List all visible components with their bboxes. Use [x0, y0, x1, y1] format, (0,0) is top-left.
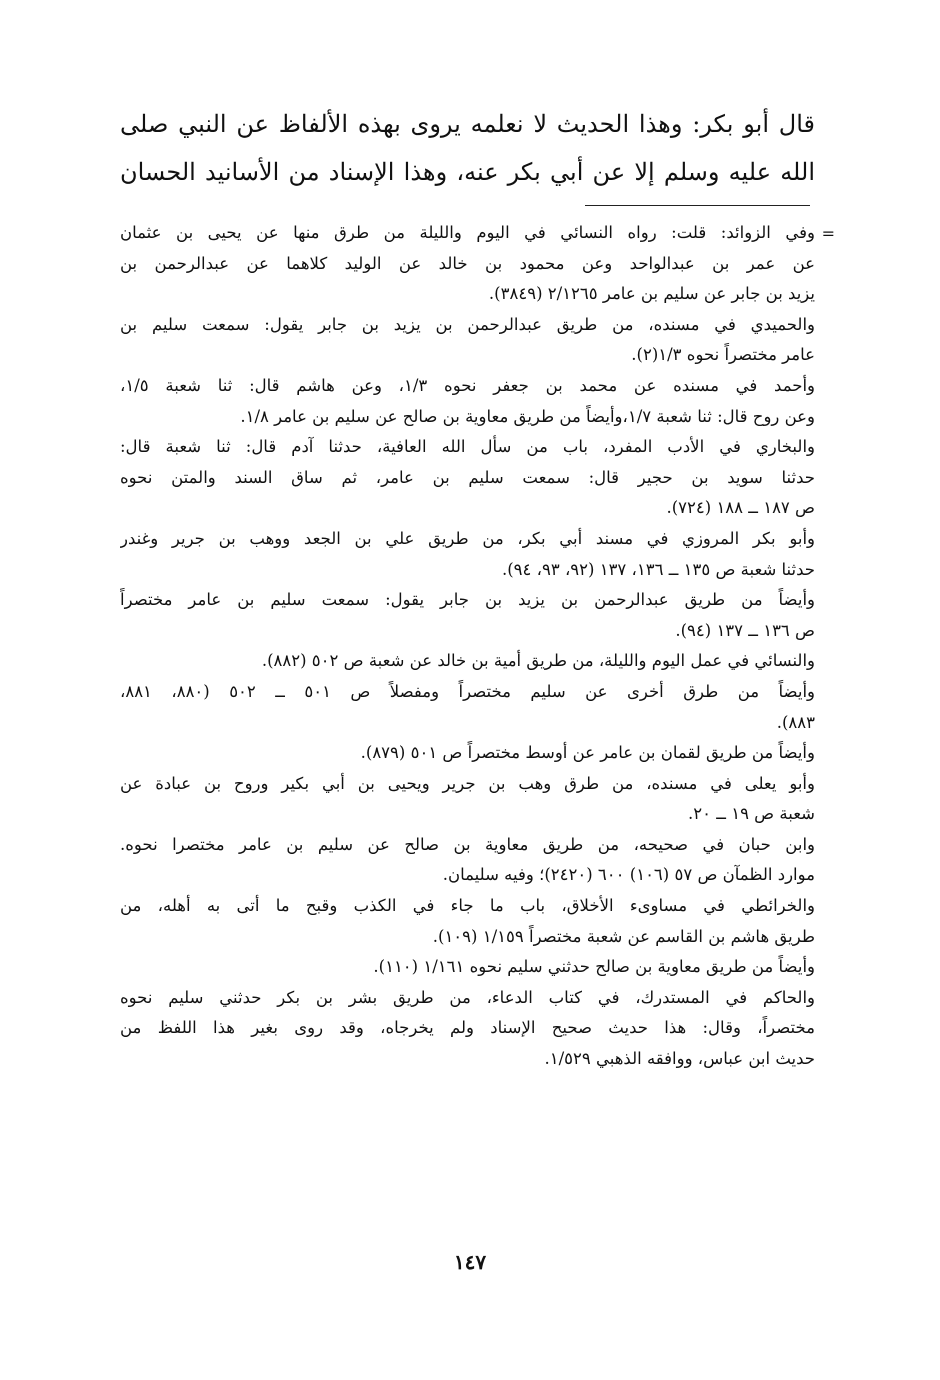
- main-text-line: الله عليه وسلم إلا عن أبي بكر عنه، وهذا الإسناد من الأسانيد الحسان: [120, 158, 815, 186]
- footnote-line: وأيضاً من طريق لقمان بن عامر عن أوسط مختصراً ص ٥٠١ (٨٧٩).: [360, 743, 815, 763]
- footnote-line: طريق هاشم بن القاسم عن شعبة مختصراً ١/١٥٩ (١٠٩).: [432, 926, 815, 946]
- footnote-paragraph: [120, 983, 815, 1075]
- main-text-block: [120, 100, 815, 196]
- footnote-line: عامر مختصراً نحوه ١/٣(٢).: [631, 345, 815, 365]
- footnote-line: والخرائطي في مساوىء الأخلاق، باب ما جاء في الكذب وقبح ما أتى به أهله، من: [120, 896, 815, 916]
- footnote-paragraph: [120, 310, 815, 371]
- footnote-paragraph: [120, 585, 815, 646]
- footnote-paragraph: [120, 432, 815, 524]
- footnote-line: والنسائي في عمل اليوم والليلة، من طريق أمية بن خالد عن شعبة ص ٥٠٢ (٨٨٢).: [261, 651, 815, 671]
- footnote-paragraph: [120, 769, 815, 830]
- footnote-line: شعبة ص ١٩ ــ ٢٠.: [688, 804, 815, 824]
- footnote-line: وأيضاً من طرق أخرى عن سليم مختصراً ومفصلاً ص ٥٠١ ــ ٥٠٢ (٨٨٠، ٨٨١،: [120, 681, 815, 701]
- footnote-paragraph: [120, 738, 815, 769]
- footnote-line: ٨٨٣).: [776, 712, 815, 732]
- footnote-paragraph: [120, 830, 815, 891]
- footnote-paragraph: [120, 952, 815, 983]
- footnote-line: وأيضاً من طريق معاوية بن صالح حدثني سليم نحوه ١/١٦١ (١١٠).: [373, 957, 815, 977]
- footnote-paragraph: [120, 371, 815, 432]
- footnote-line: وأبو بكر المروزي في مسند أبي بكر، من طريق علي بن الجعد ووهب بن جرير وغندر: [120, 528, 815, 548]
- footnote-paragraph: [120, 524, 815, 585]
- footnote-paragraph: [120, 218, 815, 310]
- footnotes-block: [120, 218, 815, 1075]
- footnote-separator: [585, 205, 810, 206]
- footnote-line: موارد الظمآن ص ٥٧ (١٠٦) ٦٠٠ (٢٤٢٠)؛ وفيه سليمان.: [442, 865, 815, 885]
- main-text-line: قال أبو بكر: وهذا الحديث لا نعلمه يروى بهذه الألفاظ عن النبي صلى: [120, 110, 815, 138]
- footnote-line: حدثنا سويد بن حجير قال: سمعت سليم بن عامر، ثم ساق السند والمتن نحوه: [120, 467, 815, 487]
- footnote-line: وعن روح قال: ثنا شعبة ١/٧،وأيضاً من طريق معاوية بن صالح عن سليم بن عامر ١/٨.: [240, 406, 815, 426]
- footnote-paragraph: [120, 891, 815, 952]
- footnote-line: عن عمر بن عبدالواحد وعن محمود بن خالد عن الوليد كلاهما عن عبدالرحمن بن: [120, 253, 815, 273]
- footnote-line: وأحمد في مسنده عن محمد بن جعفر نحوه ١/٣، وعن هاشم قال: ثنا شعبة ١/٥،: [120, 375, 815, 395]
- footnote-paragraph: [120, 677, 815, 738]
- footnote-line: ص ١٣٦ ــ ١٣٧ (٩٤).: [675, 620, 815, 640]
- footnote-line: وفي الزوائد: قلت: رواه النسائي في اليوم والليلة من طرق منها عن يحيى بن عثمان: [120, 223, 815, 242]
- footnote-line: والحميدي في مسنده، من طريق عبدالرحمن بن يزيد بن جابر يقول: سمعت سليم بن: [120, 314, 815, 334]
- footnote-line: ص ١٨٧ ــ ١٨٨ (٧٢٤).: [666, 498, 815, 518]
- page-number: ١٤٧: [453, 1250, 487, 1274]
- footnote-line: وأبو يعلى في مسنده، من طرق وهب بن جرير ويحيى بن أبي بكير وروح بن عبادة عن: [120, 773, 815, 793]
- footnote-continuation-mark: =: [821, 224, 835, 243]
- footnote-line: وابن حبان في صحيحه، من طريق معاوية بن صالح عن سليم بن عامر مختصرا نحوه.: [120, 834, 815, 854]
- footnote-line: وأيضاً من طريق عبدالرحمن بن يزيد بن جابر يقول: سمعت سليم بن عامر مختصراً: [120, 590, 815, 610]
- footnote-line: والحاكم في المستدرك، في كتاب الدعاء، من طريق بشر بن بكر حدثني سليم نحوه: [120, 987, 815, 1007]
- footnote-line: والبخاري في الأدب المفرد، باب من سأل الله العافية، حدثنا آدم قال: ثنا شعبة قال:: [120, 437, 815, 457]
- footnote-paragraph: [120, 646, 815, 677]
- footnote-line: مختصراً، وقال: هذا حديث صحيح الإسناد ولم يخرجاه، وقد روى بغير هذا اللفظ من: [120, 1018, 815, 1038]
- footnote-line: حدثنا شعبة ص ١٣٥ ــ ١٣٦، ١٣٧ (٩٢، ٩٣، ٩٤).: [501, 559, 815, 579]
- footnote-line: يزيد بن جابر عن سليم بن عامر ٢/١٢٦٥ (٣٨٤٩).: [488, 284, 815, 304]
- footnote-line: حديث ابن عباس، ووافقه الذهبي ١/٥٢٩.: [544, 1049, 815, 1069]
